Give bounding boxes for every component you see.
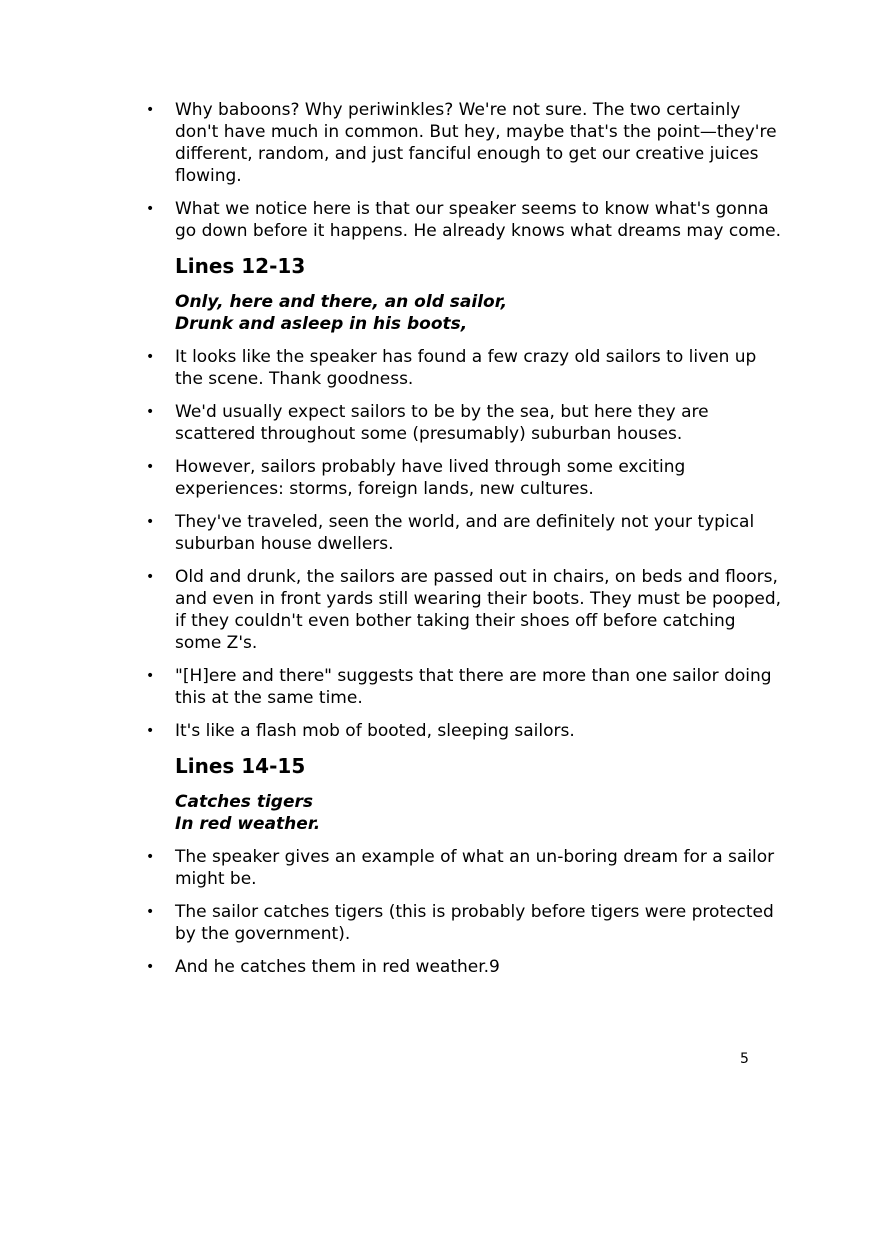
bullet-text: The speaker gives an example of what an un-boring dream for a sailor might be. [175,847,775,889]
quote-line: Catches tigers [175,792,313,812]
bullet-text: We'd usually expect sailors to be by the sea, but here they are scattered throughout some (presumably) suburban houses. [175,402,709,444]
list-item [146,198,786,242]
bullet-text: However, sailors probably have lived through some exciting experiences: storms, foreign lands, new cultures. [175,457,686,499]
bullet-text: They've traveled, seen the world, and are definitely not your typical suburban house dwellers. [175,512,755,554]
section-lines-12-13 [146,253,786,742]
list-item [146,511,786,555]
list-item [146,956,786,978]
list-item [146,456,786,500]
list-item [146,566,786,654]
poem-quote [175,291,786,335]
bullet-text: It looks like the speaker has found a few crazy old sailors to liven up the scene. Thank goodness. [175,347,757,389]
bullet-icon: • [146,849,155,865]
section-heading: Lines 12-13 [175,254,306,278]
list-item [146,346,786,390]
bullet-icon: • [146,668,155,684]
bullet-icon: • [146,459,155,475]
section-bullet-list [146,346,786,742]
bullet-text: Old and drunk, the sailors are passed out in chairs, on beds and floors, and even in front yards still wearing their boots. They must be pooped, if they couldn't even bother taking their shoes off before catching some Z's. [175,567,782,653]
list-item [146,401,786,445]
list-item [146,99,786,187]
bullet-icon: • [146,102,155,118]
bullet-icon: • [146,514,155,530]
bullet-text: It's like a flash mob of booted, sleeping sailors. [175,721,575,741]
bullet-icon: • [146,959,155,975]
section-heading: Lines 14-15 [175,754,306,778]
bullet-text: "[H]ere and there" suggests that there are more than one sailor doing this at the same time. [175,666,772,708]
bullet-icon: • [146,349,155,365]
section-lines-14-15 [146,753,786,978]
bullet-text: Why baboons? Why periwinkles? We're not sure. The two certainly don't have much in common. But hey, maybe that's the point—they're different, random, and just fanciful enough to get our creative juices flowing. [175,100,777,186]
bullet-icon: • [146,201,155,217]
list-item [146,665,786,709]
page-number: 5 [740,1051,749,1067]
quote-line: Drunk and asleep in his boots, [175,314,468,334]
list-item [146,846,786,890]
quote-line: Only, here and there, an old sailor, [175,292,508,312]
section-bullet-list [146,846,786,978]
bullet-icon: • [146,569,155,585]
bullet-icon: • [146,904,155,920]
bullet-icon: • [146,723,155,739]
intro-bullet-list [146,99,786,242]
bullet-text: The sailor catches tigers (this is probably before tigers were protected by the government). [175,902,774,944]
quote-line: In red weather. [175,814,321,834]
list-item [146,720,786,742]
bullet-icon: • [146,404,155,420]
bullet-text: And he catches them in red weather.9 [175,957,500,977]
bullet-text: What we notice here is that our speaker seems to know what's gonna go down before it happens. He already knows what dreams may come. [175,199,782,241]
list-item [146,901,786,945]
poem-quote [175,791,786,835]
page-content [146,99,786,989]
